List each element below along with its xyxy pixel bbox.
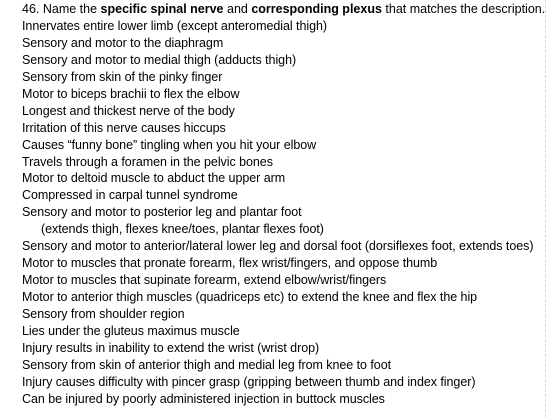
- list-item: Irritation of this nerve causes hiccups: [22, 120, 226, 135]
- question-text-3: that matches the description.: [381, 2, 546, 16]
- list-item: Sensory from skin of anterior thigh and medial leg from knee to foot: [22, 357, 392, 372]
- list-item: Sensory and motor to medial thigh (adducts thigh): [22, 52, 297, 67]
- page-margin-guide: [545, 0, 546, 417]
- list-item: Injury results in inability to extend the wrist (wrist drop): [22, 340, 320, 355]
- question-heading: [22, 1, 545, 18]
- list-item: Innervates entire lower limb (except anteromedial thigh): [22, 19, 327, 33]
- list-item: Lies under the gluteus maximus muscle: [22, 323, 240, 338]
- question-text-1: Name the: [39, 2, 101, 16]
- list-item: Travels through a foramen in the pelvic bones: [22, 154, 273, 169]
- question-bold-1: specific spinal nerve: [100, 2, 224, 16]
- question-number: 46.: [22, 2, 40, 16]
- list-item-continuation: (extends thigh, flexes knee/toes, plantar flexes foot): [41, 222, 324, 237]
- list-item: Sensory from skin of the pinky finger: [22, 69, 223, 84]
- list-item: Motor to biceps brachii to flex the elbow: [22, 86, 240, 101]
- list-item: Longest and thickest nerve of the body: [22, 103, 235, 118]
- list-item: Motor to muscles that supinate forearm, extend elbow/wrist/fingers: [22, 273, 387, 288]
- description-list: [22, 18, 533, 408]
- list-item: Sensory and motor to the diaphragm: [22, 35, 224, 50]
- question-bold-2: corresponding plexus: [251, 2, 382, 16]
- list-item: Compressed in carpal tunnel syndrome: [22, 188, 238, 203]
- list-item: Motor to muscles that pronate forearm, flex wrist/fingers, and oppose thumb: [22, 256, 438, 271]
- list-item: Sensory and motor to posterior leg and plantar foot: [22, 205, 302, 220]
- list-item: Can be injured by poorly administered injection in buttock muscles: [22, 391, 385, 406]
- list-item: Sensory from shoulder region: [22, 306, 185, 321]
- question-text-2: and: [223, 2, 252, 16]
- list-item: Motor to deltoid muscle to abduct the upper arm: [22, 171, 286, 186]
- list-item: Motor to anterior thigh muscles (quadriceps etc) to extend the knee and flex the hip: [22, 290, 478, 304]
- list-item: Injury causes difficulty with pincer grasp (gripping between thumb and index finger): [22, 374, 476, 389]
- list-item: Sensory and motor to anterior/lateral lower leg and dorsal foot (dorsiflexes foot, extends toes): [22, 239, 534, 254]
- list-item: Causes “funny bone” tingling when you hit your elbow: [22, 137, 317, 152]
